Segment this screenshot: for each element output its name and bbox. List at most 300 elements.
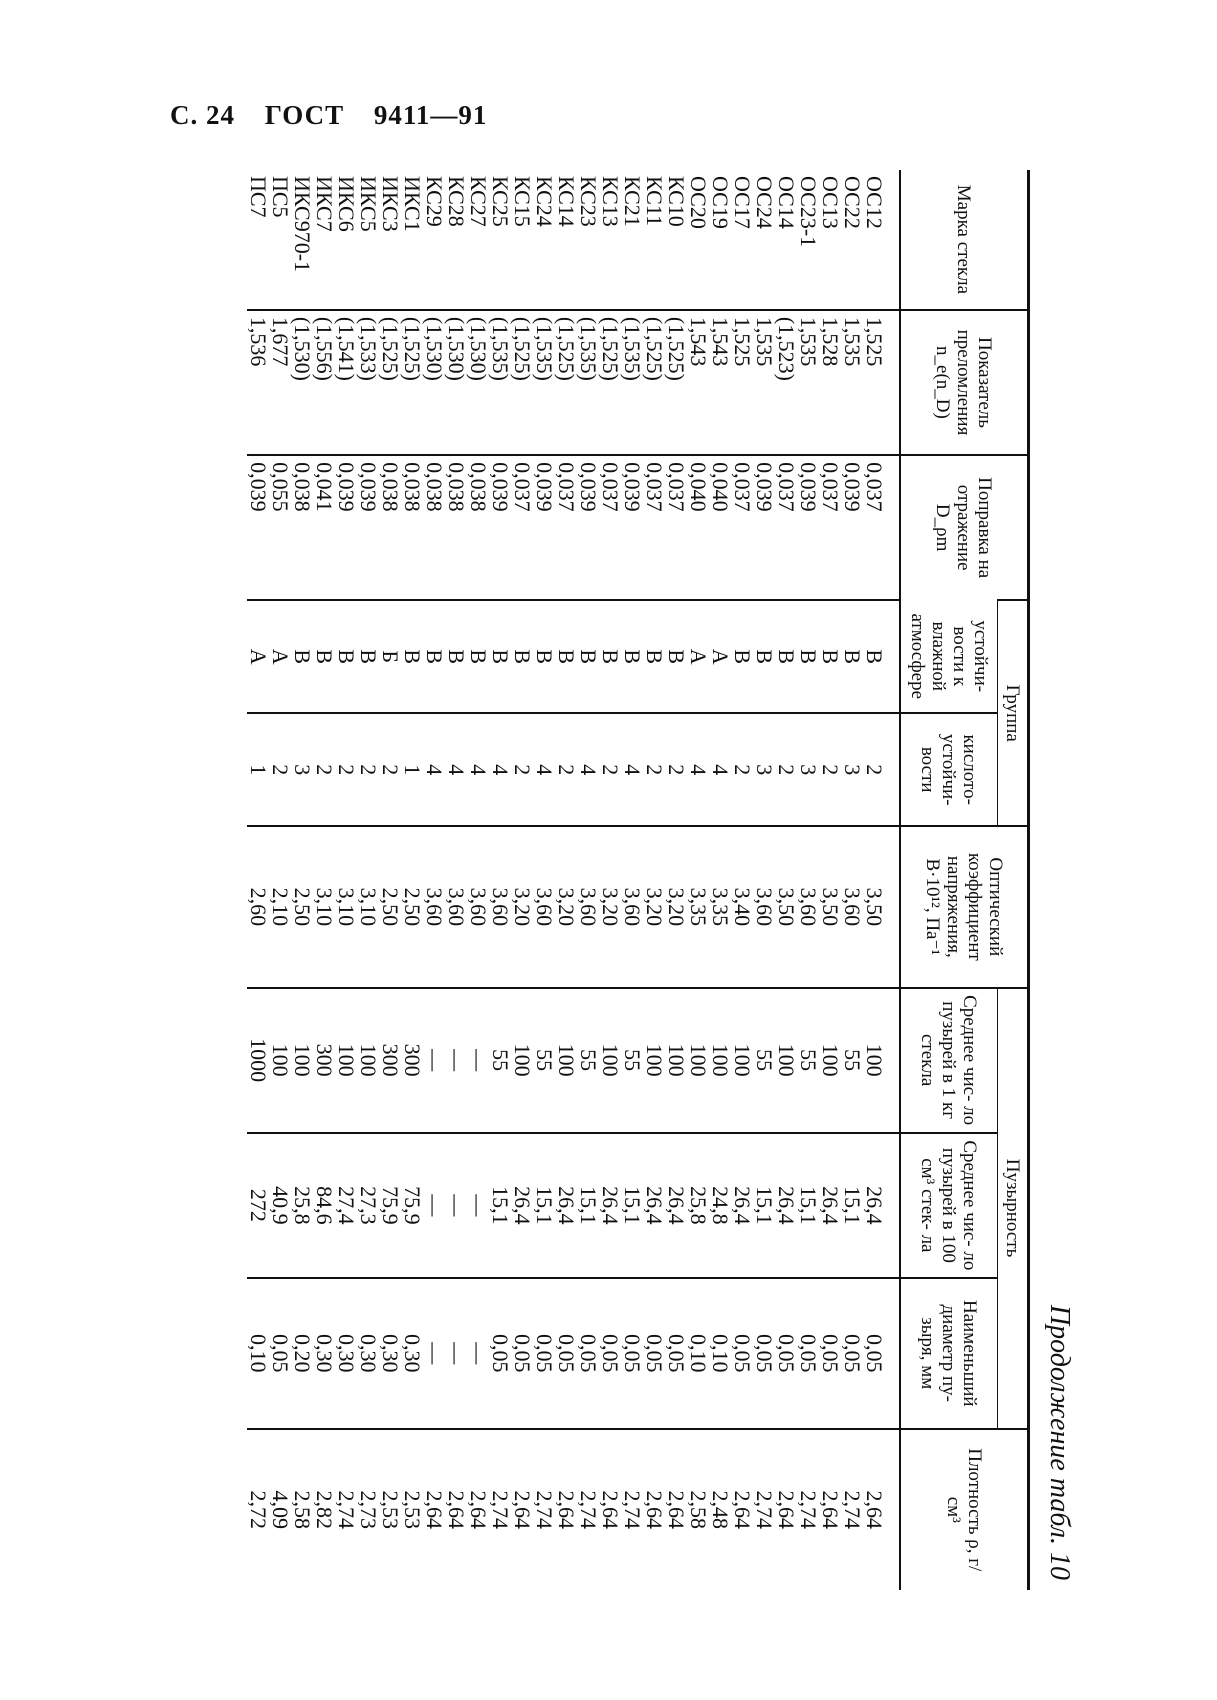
table-cell-b: 3,20 — [554, 887, 579, 927]
table-cell-n: (1,530) — [290, 316, 315, 381]
table-cell-h: В — [400, 649, 425, 665]
reflection-cells — [247, 455, 900, 600]
table-cell-n: (1,556) — [312, 316, 337, 381]
table-cell-rho: 2,74 — [620, 1490, 645, 1530]
table-cell-d: 0,041 — [312, 462, 337, 512]
table-cell-h: В — [752, 649, 777, 665]
table-cell-c100: 84,6 — [312, 1186, 337, 1225]
table-cell-a: 1 — [400, 764, 425, 776]
table-cell-n: (1,541) — [334, 316, 359, 381]
table-cell-h: В — [620, 649, 645, 665]
table-cell-h: В — [664, 649, 689, 665]
table-cell-c100: 27,4 — [334, 1186, 359, 1225]
table-cell-brand: КС28 — [444, 176, 469, 227]
table-cell-rho: 2,74 — [752, 1490, 777, 1530]
table-cell-n: 1,525 — [730, 316, 755, 367]
table-cell-brand: ОС24 — [752, 176, 777, 229]
table-cell-brand: КС21 — [620, 176, 645, 227]
table-cell-d: 0,037 — [554, 462, 579, 512]
table-cell-h: В — [532, 649, 557, 665]
table-cell-b: 3,35 — [708, 887, 733, 927]
table-cell-kg: 100 — [818, 1043, 843, 1077]
table-cell-d: 0,040 — [708, 462, 733, 512]
table-cell-c100: 26,4 — [818, 1186, 843, 1225]
table-cell-b: 3,35 — [686, 887, 711, 927]
table-cell-c100: 75,9 — [378, 1186, 403, 1225]
table-cell-d: 0,038 — [444, 462, 469, 512]
table-cell-b: 3,60 — [752, 887, 777, 927]
table-cell-brand: ОС19 — [708, 176, 733, 229]
table-cell-rho: 2,53 — [378, 1490, 403, 1530]
table-cell-h: Б — [378, 650, 403, 664]
table-cell-brand: ОС12 — [862, 176, 887, 229]
table-cell-brand: ИКС6 — [334, 176, 359, 232]
table-cell-rho: 2,73 — [356, 1490, 381, 1530]
table-cell-c100: 15,1 — [488, 1186, 513, 1225]
table-cell-b: 3,20 — [598, 887, 623, 927]
table-cell-b: 3,60 — [796, 887, 821, 927]
table-cell-a: 2 — [774, 764, 799, 776]
table-cell-n: (1,535) — [576, 316, 601, 381]
table-cell-c100: 26,4 — [664, 1186, 689, 1225]
table-cell-dm: 0,10 — [686, 1334, 711, 1373]
table-cell-b: 3,40 — [730, 887, 755, 927]
table-cell-c100: 75,9 — [400, 1186, 425, 1225]
page-header — [170, 100, 509, 131]
col-bubbles-kg: Среднее чис- ло пузырей в 1 кг стекла — [900, 988, 998, 1133]
table-cell-rho: 2,64 — [774, 1490, 799, 1530]
col-reflection: Поправка на отражение D_ρm — [900, 455, 1029, 600]
table-cell-n: (1,525) — [378, 316, 403, 381]
table-cell-d: 0,037 — [642, 462, 667, 512]
table-cell-a: 1 — [246, 764, 271, 776]
table-cell-c100: 15,1 — [796, 1186, 821, 1225]
table-cell-d: 0,039 — [796, 462, 821, 512]
table-cell-d: 0,037 — [510, 462, 535, 512]
table-cell-h: В — [642, 649, 667, 665]
table-cell-h: В — [774, 649, 799, 665]
table-cell-kg: 100 — [510, 1043, 535, 1077]
table-cell-n: (1,525) — [400, 316, 425, 381]
table-cell-c100: 272 — [246, 1188, 271, 1222]
table-cell-c100: 15,1 — [576, 1186, 601, 1225]
table-cell-rho: 2,64 — [422, 1490, 447, 1530]
table-cell-d: 0,037 — [862, 462, 887, 512]
table-cell-brand: КС27 — [466, 176, 491, 227]
table-cell-a: 2 — [730, 764, 755, 776]
table-cell-c100: — — [422, 1194, 447, 1217]
table-cell-brand: КС23 — [576, 176, 601, 227]
table-cell-c100: 26,4 — [642, 1186, 667, 1225]
table-cell-brand: ИКС970-1 — [290, 176, 315, 273]
bubbles-diam-cells — [247, 1278, 900, 1429]
table-cell-rho: 2,74 — [334, 1490, 359, 1530]
table-cell-n: 1,543 — [686, 316, 711, 367]
table-cell-kg: 100 — [774, 1043, 799, 1077]
density-cells — [247, 1429, 900, 1590]
table-cell-n: (1,525) — [642, 316, 667, 381]
table-cell-n: (1,523) — [774, 316, 799, 381]
table-cell-n: 1,528 — [818, 316, 843, 367]
table-cell-dm: — — [422, 1342, 447, 1365]
table-cell-kg: 100 — [290, 1043, 315, 1077]
table-cell-d: 0,039 — [488, 462, 513, 512]
table-cell-dm: 0,30 — [312, 1334, 337, 1373]
table-cell-dm: 0,05 — [664, 1334, 689, 1373]
table-cell-h: А — [246, 648, 271, 665]
table-cell-kg: 55 — [576, 1049, 601, 1072]
table-cell-c100: 26,4 — [510, 1186, 535, 1225]
table-cell-kg: 55 — [620, 1049, 645, 1072]
table-cell-d: 0,039 — [334, 462, 359, 512]
col-bubbles-100: Среднее чис- ло пузырей в 100 см³ стек- ла — [900, 1133, 998, 1278]
table-cell-kg: 55 — [532, 1049, 557, 1072]
table-cell-b: 2,50 — [400, 887, 425, 927]
table-cell-h: В — [576, 649, 601, 665]
table-cell-b: 3,50 — [774, 887, 799, 927]
table-cell-d: 0,040 — [686, 462, 711, 512]
table-cell-b: 3,60 — [444, 887, 469, 927]
table-cell-n: (1,530) — [422, 316, 447, 381]
table-cell-h: А — [708, 648, 733, 665]
table-cell-h: В — [312, 649, 337, 665]
table-cell-a: 4 — [686, 764, 711, 776]
table-cell-a: 2 — [664, 764, 689, 776]
table-cell-a: 4 — [708, 764, 733, 776]
table-cell-n: 1,525 — [862, 316, 887, 367]
table-cell-dm: 0,05 — [620, 1334, 645, 1373]
table-cell-kg: 100 — [598, 1043, 623, 1077]
table-cell-dm: 0,05 — [730, 1334, 755, 1373]
table-cell-c100: 26,4 — [730, 1186, 755, 1225]
table-cell-dm: 0,10 — [246, 1334, 271, 1373]
table-cell-b: 3,50 — [818, 887, 843, 927]
table-cell-brand: ОС23-1 — [796, 176, 821, 248]
table-body-row — [247, 170, 900, 1590]
table-cell-c100: 15,1 — [752, 1186, 777, 1225]
table-cell-rho: 2,74 — [488, 1490, 513, 1530]
table-cell-d: 0,039 — [620, 462, 645, 512]
table-cell-d: 0,038 — [422, 462, 447, 512]
table-cell-d: 0,037 — [818, 462, 843, 512]
table-cell-a: 2 — [510, 764, 535, 776]
table-cell-d: 0,038 — [400, 462, 425, 512]
table-cell-kg: 55 — [752, 1049, 777, 1072]
table-cell-b: 3,10 — [356, 887, 381, 927]
table-cell-kg: 55 — [796, 1049, 821, 1072]
table-cell-a: 3 — [290, 764, 315, 776]
table-cell-a: 3 — [796, 764, 821, 776]
table-cell-a: 4 — [422, 764, 447, 776]
table-cell-n: (1,530) — [466, 316, 491, 381]
refraction-cells — [247, 310, 900, 455]
table-cell-n: (1,525) — [664, 316, 689, 381]
table-cell-brand: КС24 — [532, 176, 557, 227]
table-cell-n: 1,535 — [752, 316, 777, 367]
bubbles-kg-cells — [247, 988, 900, 1133]
col-optical: Оптический коэффициент напряжения, B·10¹², Па⁻¹ — [900, 826, 1029, 987]
table-cell-kg: 55 — [840, 1049, 865, 1072]
table-cell-rho: 2,64 — [642, 1490, 667, 1530]
table-cell-h: В — [510, 649, 535, 665]
table-cell-d: 0,037 — [598, 462, 623, 512]
table-cell-b: 3,10 — [312, 887, 337, 927]
table-cell-c100: — — [444, 1194, 469, 1217]
table-cell-b: 2,50 — [290, 887, 315, 927]
standard-number: 9411—91 — [373, 100, 488, 130]
col-brand: Марка стекла — [953, 184, 975, 295]
page-number: С. 24 — [170, 100, 235, 130]
table-cell-a: 4 — [466, 764, 491, 776]
table-cell-brand: КС25 — [488, 176, 513, 227]
table-cell-n: 1,536 — [246, 316, 271, 367]
table-cell-n: (1,530) — [444, 316, 469, 381]
table-cell-c100: 27,3 — [356, 1186, 381, 1225]
table-cell-d: 0,037 — [730, 462, 755, 512]
table-cell-n: (1,525) — [598, 316, 623, 381]
table-cell-a: 3 — [840, 764, 865, 776]
table-cell-dm: 0,05 — [642, 1334, 667, 1373]
table-cell-kg: 100 — [356, 1043, 381, 1077]
table-cell-a: 3 — [752, 764, 777, 776]
table-cell-c100: 25,8 — [290, 1186, 315, 1225]
table-cell-h: В — [730, 649, 755, 665]
table-cell-b: 3,20 — [510, 887, 535, 927]
table-cell-b: 3,10 — [334, 887, 359, 927]
table-cell-a: 2 — [598, 764, 623, 776]
table-cell-kg: 100 — [664, 1043, 689, 1077]
standard-label: ГОСТ — [264, 100, 345, 130]
table-cell-rho: 2,64 — [730, 1490, 755, 1530]
brand-cells — [247, 170, 900, 310]
table-cell-d: 0,055 — [268, 462, 293, 512]
table-cell-b: 3,50 — [862, 887, 887, 927]
table-cell-dm: 0,05 — [268, 1334, 293, 1373]
acid-cells — [247, 713, 900, 826]
table-cell-h: В — [444, 649, 469, 665]
table-cell-h: В — [466, 649, 491, 665]
table-cell-rho: 2,64 — [510, 1490, 535, 1530]
table-cell-brand: КС15 — [510, 176, 535, 227]
table-cell-a: 2 — [268, 764, 293, 776]
table-cell-d: 0,039 — [752, 462, 777, 512]
table-cell-brand: КС13 — [598, 176, 623, 227]
table-cell-dm: 0,10 — [708, 1334, 733, 1373]
table-cell-h: В — [356, 649, 381, 665]
table-cell-kg: 100 — [862, 1043, 887, 1077]
table-cell-b: 3,60 — [840, 887, 865, 927]
table-cell-brand: ОС17 — [730, 176, 755, 229]
table-cell-h: В — [818, 649, 843, 665]
table-cell-a: 2 — [862, 764, 887, 776]
table-cell-d: 0,037 — [664, 462, 689, 512]
table-cell-a: 4 — [488, 764, 513, 776]
table-cell-kg: 55 — [488, 1049, 513, 1072]
table-cell-h: В — [598, 649, 623, 665]
table-cell-d: 0,039 — [576, 462, 601, 512]
table-cell-rho: 2,74 — [840, 1490, 865, 1530]
table-cell-n: (1,535) — [488, 316, 513, 381]
table-cell-brand: КС14 — [554, 176, 579, 227]
table-cell-brand: ИКС5 — [356, 176, 381, 232]
table-cell-dm: 0,30 — [400, 1334, 425, 1373]
table-cell-a: 4 — [532, 764, 557, 776]
table-cell-n: (1,525) — [510, 316, 535, 381]
table-cell-kg: 100 — [334, 1043, 359, 1077]
table-cell-kg: 100 — [730, 1043, 755, 1077]
table-cell-b: 3,60 — [576, 887, 601, 927]
table-cell-rho: 2,64 — [664, 1490, 689, 1530]
table-cell-n: (1,525) — [554, 316, 579, 381]
table-cell-dm: 0,05 — [598, 1334, 623, 1373]
table-cell-rho: 2,72 — [246, 1490, 271, 1530]
col-bubbles-diam: Наименьший диаметр пу- зыря, мм — [900, 1278, 998, 1429]
table-cell-h: В — [422, 649, 447, 665]
table-cell-d: 0,039 — [532, 462, 557, 512]
table-cell-rho: 2,64 — [444, 1490, 469, 1530]
table-cell-b: 2,60 — [246, 887, 271, 927]
table-cell-rho: 2,74 — [532, 1490, 557, 1530]
optical-cells — [247, 826, 900, 987]
table-cell-c100: 24,8 — [708, 1186, 733, 1225]
col-group-humidity: устойчи- вости к влажной атмосфере — [907, 613, 991, 700]
table-cell-rho: 2,64 — [466, 1490, 491, 1530]
table-caption: Продолжение табл. 10 — [1044, 1304, 1075, 1580]
table-cell-b: 3,60 — [422, 887, 447, 927]
table-cell-c100: 26,4 — [598, 1186, 623, 1225]
table-cell-d: 0,039 — [246, 462, 271, 512]
table-cell-brand: ИКС3 — [378, 176, 403, 232]
table-cell-kg: 100 — [708, 1043, 733, 1077]
table-cell-c100: 15,1 — [620, 1186, 645, 1225]
table-cell-rho: 2,64 — [862, 1490, 887, 1530]
table-cell-kg: — — [422, 1049, 447, 1072]
table-cell-b: 3,20 — [642, 887, 667, 927]
table-cell-dm: 0,05 — [488, 1334, 513, 1373]
table-cell-c100: 26,4 — [554, 1186, 579, 1225]
table-cell-n: (1,535) — [620, 316, 645, 381]
table-cell-d: 0,039 — [356, 462, 381, 512]
table-cell-brand: ОС13 — [818, 176, 843, 229]
table-cell-d: 0,038 — [290, 462, 315, 512]
col-refraction: Показатель преломления n_e(n_D) — [900, 310, 1029, 455]
table-cell-a: 2 — [554, 764, 579, 776]
table-cell-n: 1,677 — [268, 316, 293, 367]
table-cell-a: 2 — [356, 764, 381, 776]
table-cell-brand: ИКС1 — [400, 176, 425, 232]
table-cell-rho: 2,48 — [708, 1490, 733, 1530]
table-cell-c100: 40,9 — [268, 1186, 293, 1225]
table-cell-d: 0,039 — [840, 462, 865, 512]
table-cell-n: (1,533) — [356, 316, 381, 381]
table-cell-dm: 0,05 — [840, 1334, 865, 1373]
table-cell-b: 2,10 — [268, 887, 293, 927]
table-cell-b: 3,20 — [664, 887, 689, 927]
table-cell-a: 4 — [620, 764, 645, 776]
table-cell-h: В — [488, 649, 513, 665]
table-cell-rho: 2,64 — [554, 1490, 579, 1530]
table-cell-brand: КС29 — [422, 176, 447, 227]
table-cell-b: 3,60 — [620, 887, 645, 927]
table-cell-kg: 100 — [686, 1043, 711, 1077]
table-cell-dm: 0,05 — [818, 1334, 843, 1373]
table-cell-dm: 0,30 — [334, 1334, 359, 1373]
col-bubbles: Пузырность — [998, 988, 1029, 1429]
table-cell-dm: 0,05 — [796, 1334, 821, 1373]
table-cell-n: (1,535) — [532, 316, 557, 381]
table-cell-a: 2 — [818, 764, 843, 776]
table-cell-c100: 26,4 — [862, 1186, 887, 1225]
table-cell-brand: КС10 — [664, 176, 689, 227]
table-cell-brand: ПС7 — [246, 176, 271, 218]
table-cell-brand: ИКС7 — [312, 176, 337, 232]
table-cell-kg: 100 — [642, 1043, 667, 1077]
table-cell-brand: КС11 — [642, 176, 667, 226]
table-cell-rho: 2,82 — [312, 1490, 337, 1530]
table-cell-h: А — [686, 648, 711, 665]
table-cell-rho: 4,09 — [268, 1490, 293, 1530]
table-cell-dm: 0,05 — [576, 1334, 601, 1373]
table-cell-dm: — — [466, 1342, 491, 1365]
table-cell-dm: 0,30 — [378, 1334, 403, 1373]
table-cell-h: В — [862, 649, 887, 665]
table-cell-d: 0,038 — [378, 462, 403, 512]
table-cell-kg: 300 — [400, 1043, 425, 1077]
table-cell-dm: 0,30 — [356, 1334, 381, 1373]
table-cell-kg: — — [466, 1049, 491, 1072]
table-cell-n: 1,535 — [840, 316, 865, 367]
table-cell-rho: 2,74 — [576, 1490, 601, 1530]
table-cell-rho: 2,58 — [686, 1490, 711, 1530]
table-cell-rho: 2,64 — [818, 1490, 843, 1530]
table-cell-brand: ОС20 — [686, 176, 711, 229]
table-cell-a: 2 — [642, 764, 667, 776]
table-cell-brand: ОС22 — [840, 176, 865, 229]
table-cell-n: 1,535 — [796, 316, 821, 367]
table-cell-a: 4 — [576, 764, 601, 776]
table-cell-h: В — [840, 649, 865, 665]
table-cell-brand: ОС14 — [774, 176, 799, 229]
table-cell-h: В — [796, 649, 821, 665]
table-cell-kg: 100 — [268, 1043, 293, 1077]
table-cell-a: 2 — [378, 764, 403, 776]
table-cell-rho: 2,58 — [290, 1490, 315, 1530]
humidity-cells — [247, 600, 900, 713]
table-cell-kg: 300 — [378, 1043, 403, 1077]
table-cell-b: 3,60 — [466, 887, 491, 927]
col-group-acid: кислото- устойчи- вости — [900, 713, 998, 826]
table-cell-c100: — — [466, 1194, 491, 1217]
table-cell-h: В — [334, 649, 359, 665]
table-cell-dm: 0,05 — [532, 1334, 557, 1373]
table-cell-brand: ПС5 — [268, 176, 293, 218]
table-cell-n: 1,543 — [708, 316, 733, 367]
table-cell-rho: 2,74 — [796, 1490, 821, 1530]
table-cell-b: 3,60 — [488, 887, 513, 927]
table-cell-b: 3,60 — [532, 887, 557, 927]
table-cell-dm: — — [444, 1342, 469, 1365]
table-cell-h: В — [290, 649, 315, 665]
table-cell-d: 0,038 — [466, 462, 491, 512]
table-cell-a: 2 — [334, 764, 359, 776]
table-cell-rho: 2,64 — [598, 1490, 623, 1530]
table-cell-b: 2,50 — [378, 887, 403, 927]
table-cell-a: 4 — [444, 764, 469, 776]
table-cell-c100: 15,1 — [840, 1186, 865, 1225]
table-cell-kg: 1000 — [246, 1038, 271, 1083]
table-cell-kg: 300 — [312, 1043, 337, 1077]
table-cell-h: А — [268, 648, 293, 665]
